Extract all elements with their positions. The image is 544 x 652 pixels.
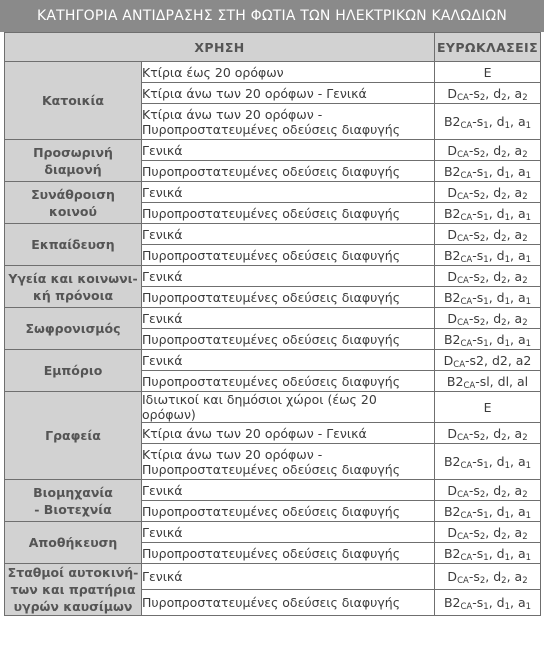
header-row	[5, 33, 541, 62]
table-row	[5, 224, 541, 245]
euroclass-cell: $D_{CA}-s_2$, $d_2$, $a_2$	[435, 266, 541, 287]
euroclass-cell: $B2_{CA}-s_1$, $d_1$, $a_1$	[435, 245, 541, 266]
euroclass-cell: $D_{CA}-s_2$, $d_2$, $a_2$	[435, 224, 541, 245]
euroclass-cell: $B2_{CA}-s_1$, $d_1$, $a_1$	[435, 203, 541, 224]
category-label: Εκπαίδευση	[31, 237, 115, 252]
table-row	[5, 308, 541, 329]
category-label: Υγεία και κοινωνι- κή πρόνοια	[8, 270, 138, 303]
category-cell	[5, 564, 142, 616]
fire-reaction-table	[4, 32, 541, 616]
use-cell: Γενικά	[142, 522, 435, 543]
table-row	[5, 480, 541, 501]
use-cell: Γενικά	[142, 480, 435, 501]
category-label: Αποθήκευση	[28, 535, 118, 550]
euroclass-cell: $B2_{CA}-s_1$, $d_1$, $a_1$	[435, 501, 541, 522]
use-cell: Γενικά	[142, 350, 435, 371]
use-cell: Κτίρια άνω των 20 ορόφων - Πυροπροστατευμένες οδεύσεις διαφυγής	[142, 104, 435, 140]
table-row	[5, 62, 541, 83]
table-row	[5, 522, 541, 543]
category-cell	[5, 224, 142, 266]
euroclass-cell: $D_{CA}-s2$, d2, a2	[435, 350, 541, 371]
euroclass-cell: $D_{CA}-s_2$, $d_2$, $a_2$	[435, 308, 541, 329]
euroclass-cell: $D_{CA}-s_2$, $d_2$, $a_2$	[435, 182, 541, 203]
use-cell: Κτίρια άνω των 20 ορόφων - Γενικά	[142, 83, 435, 104]
euroclass-cell: $B2_{CA}-s_1$, $d_1$, $a_1$	[435, 543, 541, 564]
use-cell: Πυροπροστατευμένες οδεύσεις διαφυγής	[142, 203, 435, 224]
euroclass-cell: E	[435, 392, 541, 423]
use-cell: Γενικά	[142, 182, 435, 203]
euroclass-cell: $B2_{CA}-s_1$, $d_1$, $a_1$	[435, 104, 541, 140]
category-label: Προσωρινή διαμονή	[33, 144, 113, 177]
use-cell: Πυροπροστατευμένες οδεύσεις διαφυγής	[142, 161, 435, 182]
euroclass-cell: $B2_{CA}-s_1$, $d_1$, $a_1$	[435, 287, 541, 308]
category-label: Συνάθροιση κοινού	[31, 186, 115, 219]
use-cell: Γενικά	[142, 224, 435, 245]
category-cell	[5, 182, 142, 224]
use-cell: Πυροπροστατευμένες οδεύσεις διαφυγής	[142, 371, 435, 392]
use-cell: Κτίρια άνω των 20 ορόφων - Πυροπροστατευμένες οδεύσεις διαφυγής	[142, 444, 435, 480]
use-cell: Γενικά	[142, 564, 435, 590]
category-cell	[5, 480, 142, 522]
euroclass-cell: $D_{CA}-s_2$, $d_2$, $a_2$	[435, 423, 541, 444]
euroclass-cell: $B2_{CA}-s_1$, $d_1$, $a_1$	[435, 329, 541, 350]
category-label: Γραφεία	[45, 428, 101, 443]
use-cell: Κτίρια άνω των 20 ορόφων - Γενικά	[142, 423, 435, 444]
use-cell: Πυροπροστατευμένες οδεύσεις διαφυγής	[142, 287, 435, 308]
use-cell: Πυροπροστατευμένες οδεύσεις διαφυγής	[142, 590, 435, 616]
euroclass-cell: $D_{CA}-s_2$, $d_2$, $a_2$	[435, 140, 541, 161]
category-cell	[5, 140, 142, 182]
table-row	[5, 182, 541, 203]
header-use: ΧΡΗΣΗ	[5, 33, 435, 62]
category-label: Σωφρονισμός	[25, 321, 121, 336]
category-cell	[5, 350, 142, 392]
table-row	[5, 392, 541, 423]
euroclass-cell: $B2_{CA}-sl$, dl, al	[435, 371, 541, 392]
table-title: ΚΑΤΗΓΟΡΙΑ ΑΝΤΙΔΡΑΣΗΣ ΣΤΗ ΦΩΤΙΑ ΤΩΝ ΗΛΕΚΤΡΙΚΩΝ ΚΑΛΩΔΙΩΝ	[0, 0, 544, 32]
use-cell: Πυροπροστατευμένες οδεύσεις διαφυγής	[142, 543, 435, 564]
category-cell	[5, 522, 142, 564]
euroclass-cell: $B2_{CA}-s_1$, $d_1$, $a_1$	[435, 590, 541, 616]
table-row	[5, 350, 541, 371]
euroclass-cell: $D_{CA}-s_2$, $d_2$, $a_2$	[435, 564, 541, 590]
use-cell: Πυροπροστατευμένες οδεύσεις διαφυγής	[142, 501, 435, 522]
category-label: Σταθμοί αυτοκινή- των και πρατήρια υγρών καυσίμων	[7, 565, 139, 614]
category-cell	[5, 392, 142, 480]
euroclass-cell: $D_{CA}-s_2$, $d_2$, $a_2$	[435, 480, 541, 501]
euroclass-cell: $D_{CA}-s_2$, $d_2$, $a_2$	[435, 83, 541, 104]
euroclass-cell: E	[435, 62, 541, 83]
category-label: Βιομηχανία - Βιοτεχνία	[33, 484, 113, 517]
use-cell: Κτίρια έως 20 ορόφων	[142, 62, 435, 83]
use-cell: Γενικά	[142, 140, 435, 161]
category-cell	[5, 266, 142, 308]
euroclass-cell: $B2_{CA}-s_1$, $d_1$, $a_1$	[435, 161, 541, 182]
euroclass-cell: $D_{CA}-s_2$, $d_2$, $a_2$	[435, 522, 541, 543]
category-label: Κατοικία	[41, 93, 105, 108]
use-cell: Πυροπροστατευμένες οδεύσεις διαφυγής	[142, 329, 435, 350]
table-row	[5, 266, 541, 287]
table-row	[5, 564, 541, 590]
table-row	[5, 140, 541, 161]
euroclass-cell: $B2_{CA}-s_1$, $d_1$, $a_1$	[435, 444, 541, 480]
category-cell	[5, 308, 142, 350]
use-cell: Γενικά	[142, 308, 435, 329]
category-label: Εμπόριο	[43, 363, 103, 378]
use-cell: Πυροπροστατευμένες οδεύσεις διαφυγής	[142, 245, 435, 266]
use-cell: Γενικά	[142, 266, 435, 287]
header-euroclass: ΕΥΡΩΚΛΑΣΕΙΣ	[435, 33, 541, 62]
category-cell	[5, 62, 142, 140]
use-cell: Ιδιωτικοί και δημόσιοι χώροι (έως 20 ορόφων)	[142, 392, 435, 423]
